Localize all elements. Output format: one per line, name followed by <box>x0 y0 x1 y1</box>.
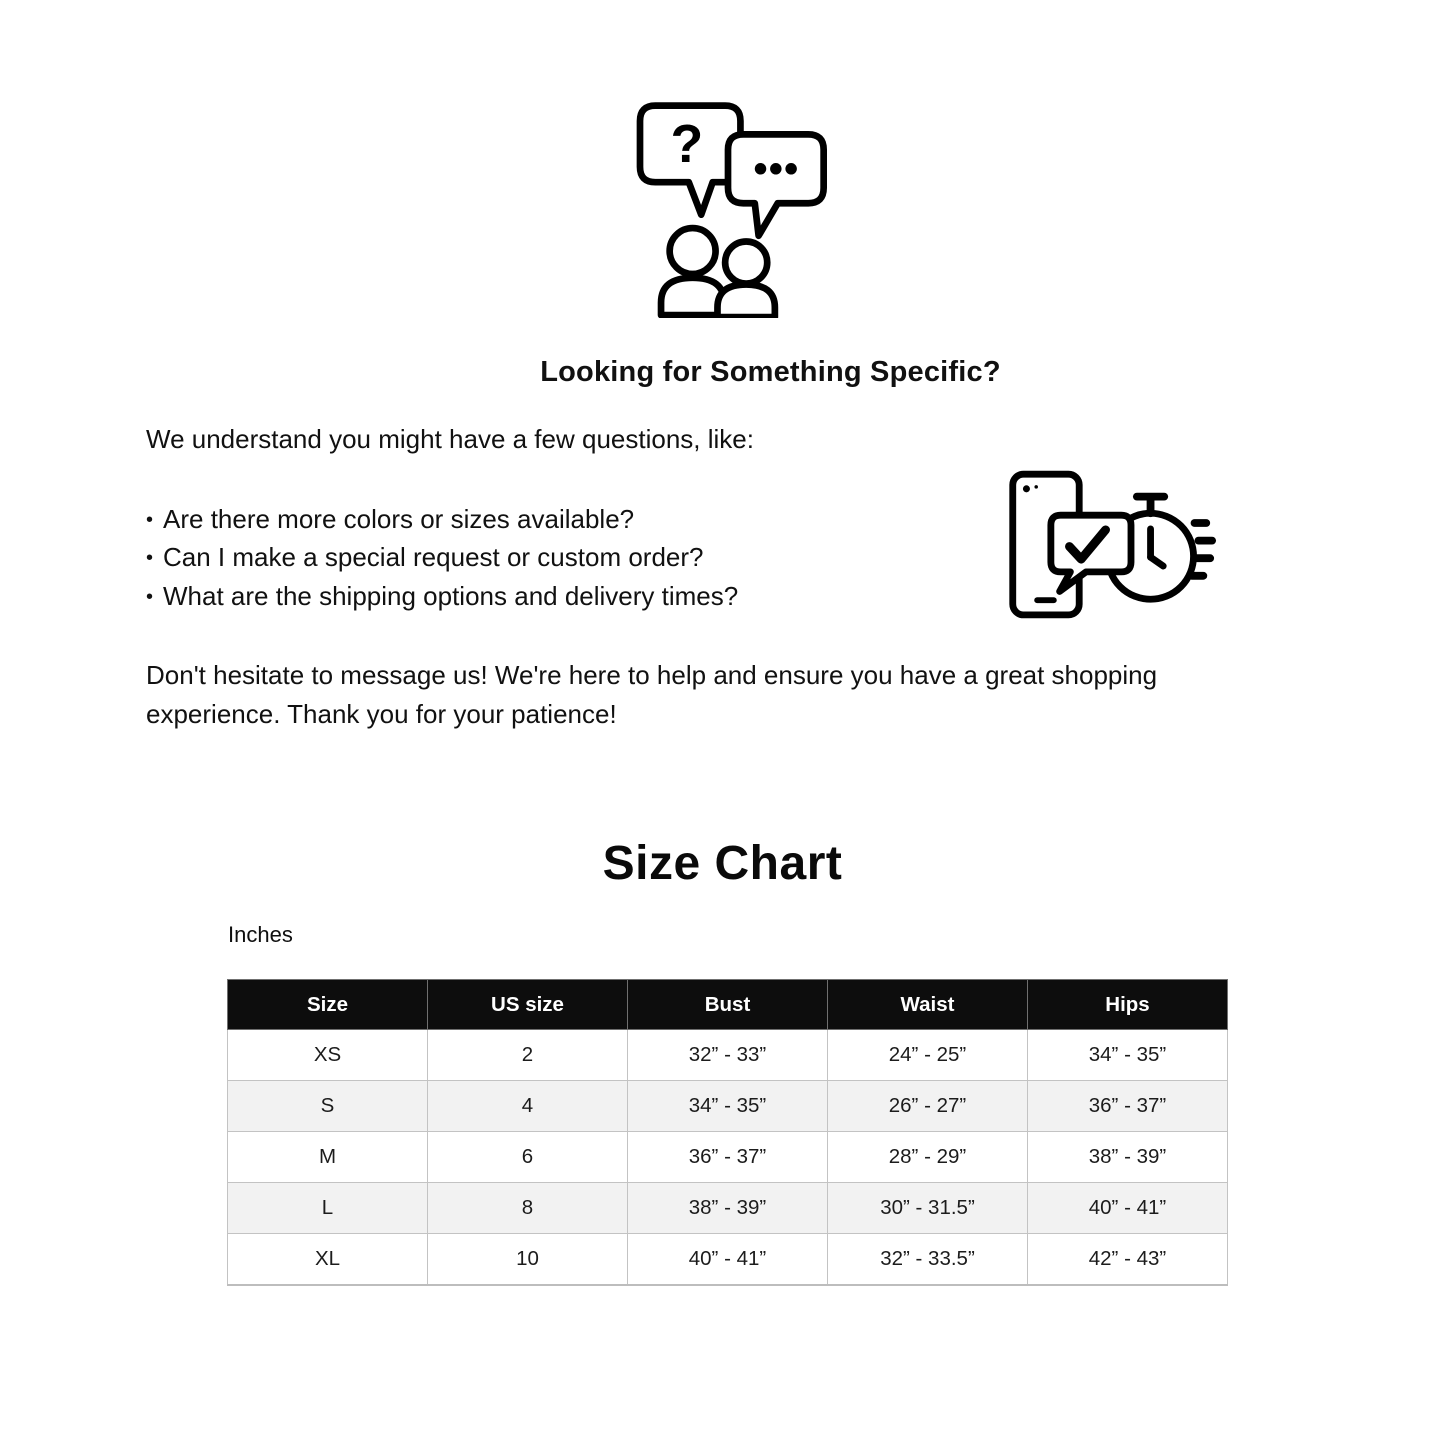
table-body <box>228 1030 1228 1286</box>
table-cell-bust: 34” - 35” <box>628 1081 828 1132</box>
table-row <box>228 1183 1228 1234</box>
table-cell-waist: 28” - 29” <box>828 1132 1028 1183</box>
bullet-item <box>146 539 738 578</box>
table-cell-size: XL <box>228 1234 428 1286</box>
size-chart-table <box>227 979 1228 1286</box>
bullet-text: What are the shipping options and delivery times? <box>163 580 739 611</box>
table-cell-bust: 32” - 33” <box>628 1030 828 1081</box>
table-cell-size: L <box>228 1183 428 1234</box>
intro-lead-text: We understand you might have a few questions, like: <box>146 424 754 454</box>
bullet-item <box>146 500 738 539</box>
bullet-marker: • <box>146 547 154 570</box>
bullet-text: Can I make a special request or custom order? <box>163 542 704 573</box>
table-cell-hips: 42” - 43” <box>1028 1234 1228 1286</box>
table-row <box>228 1132 1228 1183</box>
table-row <box>228 1234 1228 1286</box>
unit-label: Inches <box>228 922 293 947</box>
page-title: Looking for Something Specific? <box>540 356 1001 388</box>
table-cell-us-size: 4 <box>428 1081 628 1132</box>
outro-text: Don't hesitate to message us! We're here to help and ensure you have a great shopping experience. Thank you for your patience! <box>146 660 1158 729</box>
bullet-item <box>146 577 738 616</box>
table-header-cell: Size <box>228 980 428 1030</box>
table-cell-us-size: 6 <box>428 1132 628 1183</box>
table-cell-waist: 30” - 31.5” <box>828 1183 1028 1234</box>
table-cell-bust: 38” - 39” <box>628 1183 828 1234</box>
table-header-cell: Hips <box>1028 980 1228 1030</box>
table-cell-waist: 26” - 27” <box>828 1081 1028 1132</box>
table-cell-us-size: 8 <box>428 1183 628 1234</box>
bullet-marker: • <box>146 585 154 608</box>
table-header-cell: Waist <box>828 980 1028 1030</box>
table-cell-waist: 24” - 25” <box>828 1030 1028 1081</box>
table-cell-hips: 40” - 41” <box>1028 1183 1228 1234</box>
table-cell-hips: 36” - 37” <box>1028 1081 1228 1132</box>
table-cell-hips: 38” - 39” <box>1028 1132 1228 1183</box>
table-row <box>228 1030 1228 1081</box>
fast-reply-icon <box>1002 468 1217 626</box>
table-cell-waist: 32” - 33.5” <box>828 1234 1028 1286</box>
bullet-marker: • <box>146 508 154 531</box>
bullet-text: Are there more colors or sizes available? <box>163 503 635 534</box>
table-header-row <box>228 980 1228 1030</box>
table-cell-size: S <box>228 1081 428 1132</box>
table-cell-bust: 36” - 37” <box>628 1132 828 1183</box>
chat-people-icon <box>628 98 828 318</box>
svg-text:?: ? <box>670 115 704 175</box>
table-cell-us-size: 10 <box>428 1234 628 1286</box>
table-row <box>228 1081 1228 1132</box>
table-header-cell: US size <box>428 980 628 1030</box>
table-header-cell: Bust <box>628 980 828 1030</box>
faq-bullet-list <box>146 500 738 616</box>
table-cell-size: M <box>228 1132 428 1183</box>
table-cell-us-size: 2 <box>428 1030 628 1081</box>
table-cell-hips: 34” - 35” <box>1028 1030 1228 1081</box>
table-cell-bust: 40” - 41” <box>628 1234 828 1286</box>
table-cell-size: XS <box>228 1030 428 1081</box>
size-chart-title: Size Chart <box>602 837 843 890</box>
